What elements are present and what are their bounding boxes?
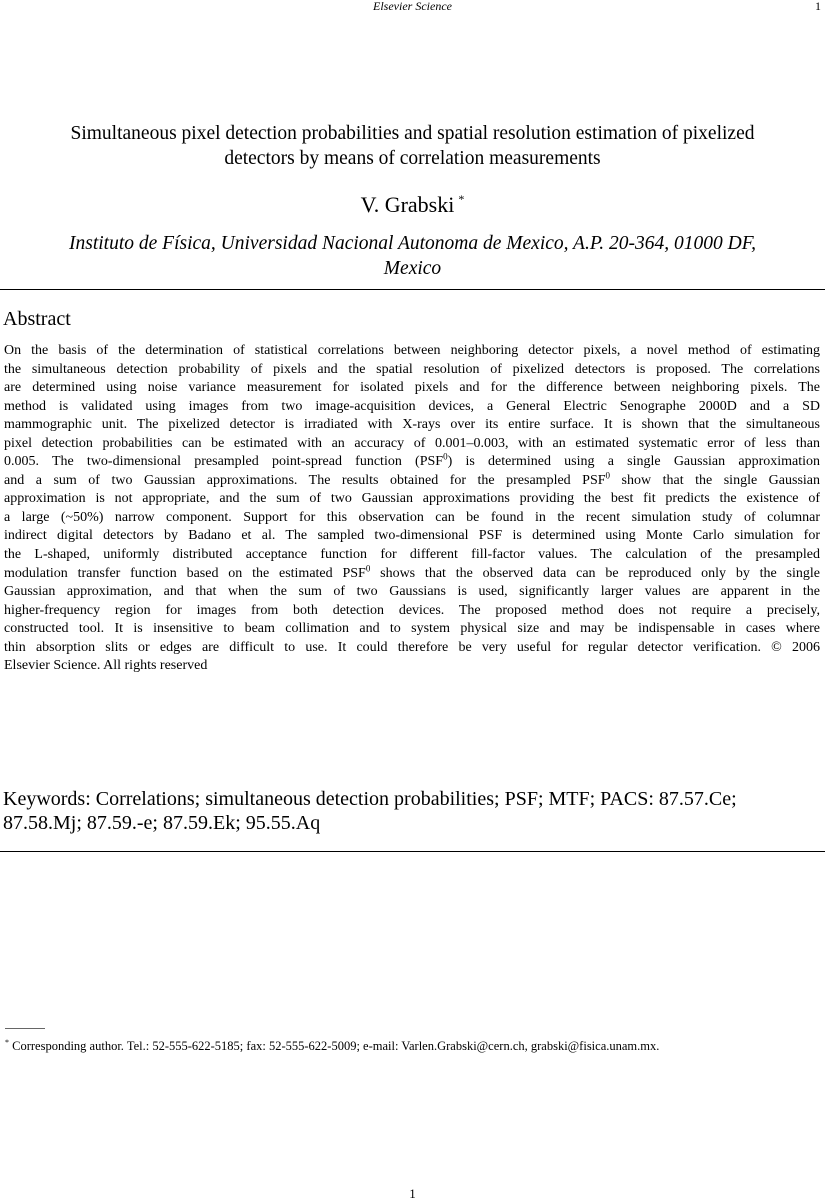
- abstract-line: [4, 583, 820, 602]
- abstract-heading: Abstract: [3, 308, 71, 330]
- header-page-number: 1: [815, 0, 821, 13]
- title-line: detectors by means of correlation measurements: [224, 148, 601, 169]
- divider: [0, 851, 825, 852]
- abstract-line: [4, 657, 820, 676]
- abstract-text: method is validated using images from two image-acquisition devices, a General Electric Senographe 2000D and a SD: [4, 398, 820, 414]
- abstract-line: [4, 639, 820, 658]
- running-head: Elsevier Science: [373, 0, 452, 13]
- affiliation-line: Mexico: [383, 258, 442, 279]
- abstract-text: 0.005. The two-dimensional presampled point-spread function (PSF: [4, 454, 444, 470]
- author-name: V. Grabski: [360, 192, 455, 217]
- abstract-line: [4, 453, 820, 472]
- abstract-line: [4, 472, 820, 491]
- keywords: [3, 787, 821, 835]
- abstract-line: [4, 361, 820, 380]
- affiliation: [10, 231, 815, 281]
- superscript: 0: [365, 564, 371, 573]
- abstract-text: pixel detection probabilities can be estimated with an accuracy of 0.001–0.003, with an estimated systematic error of less than: [4, 435, 820, 451]
- keywords-line: Keywords: Correlations; simultaneous detection probabilities; PSF; MTF; PACS: 87.57.Ce;: [3, 788, 737, 810]
- abstract-text: modulation transfer function based on the estimated PSF: [4, 565, 366, 581]
- abstract-text: Gaussian approximation, and that when the sum of two Gaussians is used, significantly larger values are apparent in the: [4, 584, 820, 600]
- abstract-line: [4, 416, 820, 435]
- footnote-divider: [5, 1028, 45, 1029]
- abstract-text: Elsevier Science. All rights reserved: [4, 658, 208, 674]
- abstract-line: [4, 509, 820, 528]
- abstract-line: [4, 342, 820, 361]
- superscript: 0: [605, 471, 611, 481]
- abstract-line: [4, 490, 820, 509]
- footnote: [5, 1038, 659, 1054]
- author: [0, 192, 825, 218]
- abstract-line: [4, 379, 820, 398]
- abstract-text: mammographic unit. The pixelized detector is irradiated with X-rays over its entire surface. It is shown that the simultaneous: [4, 417, 820, 433]
- abstract-line: [4, 527, 820, 546]
- abstract-body: [4, 342, 820, 676]
- abstract-text: constructed tool. It is insensitive to beam collimation and to system physical size and may be indispensable in cases where: [4, 621, 820, 637]
- footnote-text: Corresponding author. Tel.: 52-555-622-5185; fax: 52-555-622-5009; e-mail: Varlen.Grabski@cern.ch, grabski@fisica.unam.mx.: [9, 1039, 660, 1054]
- affiliation-line: Instituto de Física, Universidad Nacional Autonoma de Mexico, A.P. 20-364, 01000 DF,: [69, 233, 756, 254]
- author-footnote-marker[interactable]: *: [458, 192, 465, 206]
- abstract-text: the simultaneous detection probability of pixels and the spatial resolution of pixelized detectors is proposed. The correlations: [4, 361, 820, 377]
- abstract-line: [4, 546, 820, 565]
- abstract-text: the L-shaped, uniformly distributed acceptance function for different fill-factor values. The calculation of the presampled: [4, 547, 820, 563]
- abstract-text: show that the single Gaussian: [610, 472, 820, 488]
- page-number: 1: [409, 1186, 416, 1201]
- abstract-line: [4, 620, 820, 639]
- paper-title: [20, 121, 805, 171]
- abstract-text: ) is determined using a single Gaussian approximation: [447, 454, 820, 470]
- abstract-text: and a sum of two Gaussian approximations. The results obtained for the presampled PSF: [4, 472, 606, 488]
- abstract-line: [4, 602, 820, 621]
- footnote-marker: *: [5, 1038, 9, 1047]
- abstract-text: are determined using noise variance measurement for isolated pixels and for the difference between neighboring pixels. The: [4, 380, 820, 396]
- abstract-text: a large (~50%) narrow component. Support for this observation can be found in the recent simulation study of columnar: [4, 509, 820, 525]
- abstract-text: shows that the observed data can be reproduced only by the single: [370, 565, 820, 581]
- abstract-line: [4, 435, 820, 454]
- title-line: Simultaneous pixel detection probabilities and spatial resolution estimation of pixelized: [70, 123, 755, 144]
- abstract-line: [4, 565, 820, 584]
- abstract-text: higher-frequency region for images from both detection devices. The proposed method does not require a precisely,: [4, 602, 820, 618]
- keywords-line: 87.58.Mj; 87.59.-e; 87.59.Ek; 95.55.Aq: [3, 812, 321, 834]
- superscript: 0: [443, 453, 448, 462]
- abstract-text: approximation is not appropriate, and the sum of two Gaussian approximations providing the best fit predicts the existence of: [4, 491, 820, 507]
- abstract-line: [4, 398, 820, 417]
- divider: [0, 289, 825, 290]
- abstract-text: indirect digital detectors by Badano et al. The sampled two-dimensional PSF is determined using Monte Carlo simulation for: [4, 528, 820, 544]
- abstract-text: thin absorption slits or edges are difficult to use. It could therefore be very useful for regular detector verification. © 2006: [4, 639, 820, 655]
- abstract-text: On the basis of the determination of statistical correlations between neighboring detector pixels, a novel method of estimating: [4, 343, 820, 358]
